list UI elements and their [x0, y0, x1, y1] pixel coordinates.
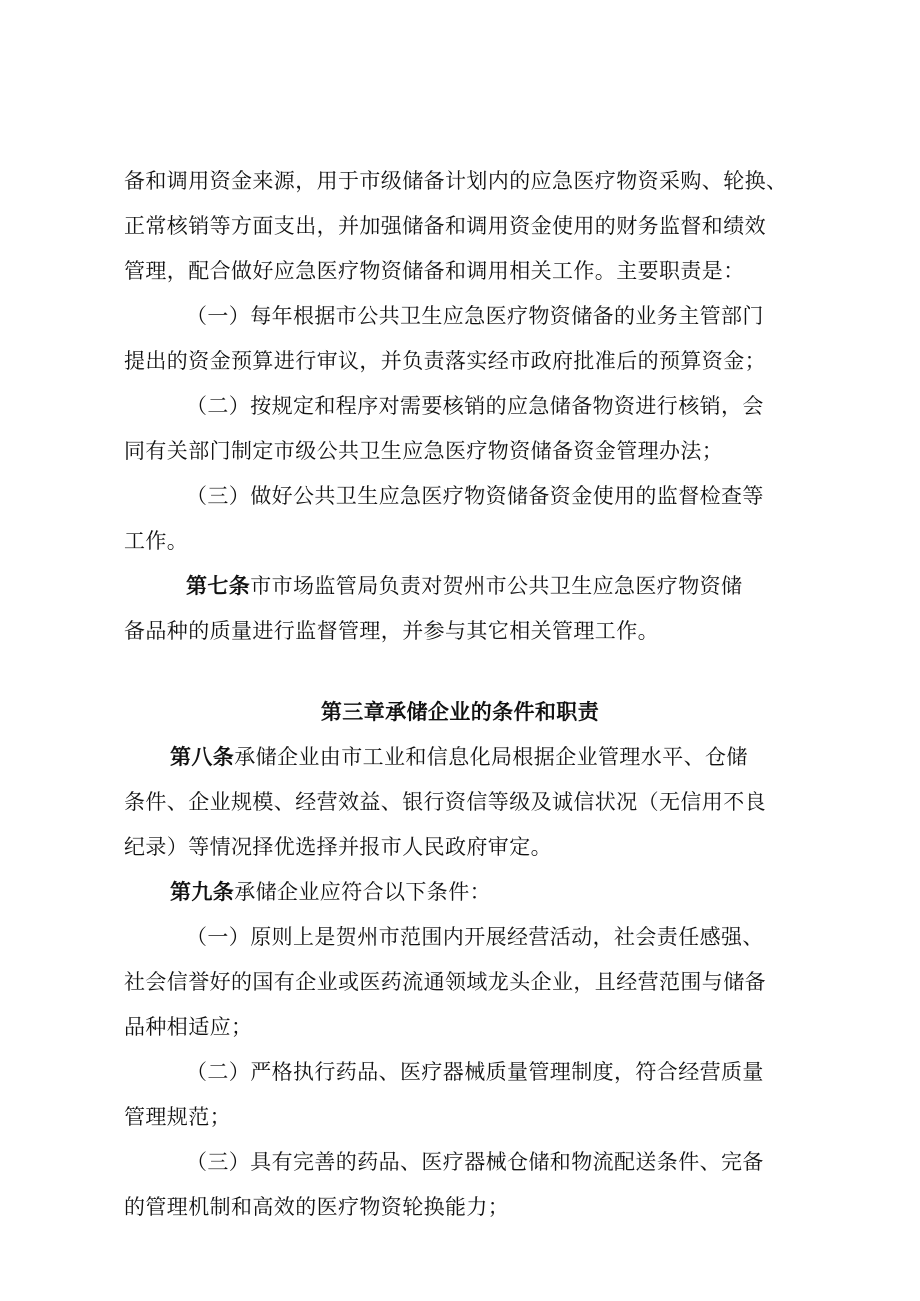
article-8-line-2: 条件、企业规模、经营效益、银行资信等级及诚信状况（无信用不良: [124, 790, 766, 814]
paragraph-line: 管理，配合做好应急医疗物资储备和调用相关工作。主要职责是：: [124, 259, 745, 283]
article-9-item-line: 的管理机制和高效的医疗物资轮换能力；: [124, 1195, 510, 1219]
article-9-text: 承储企业应符合以下条件：: [234, 880, 492, 904]
paragraph-line: （一）每年根据市公共卫生应急医疗物资储备的业务主管部门: [186, 304, 764, 328]
article-9-item-line: （三）具有完善的药品、医疗器械仓储和物流配送条件、完备: [186, 1150, 764, 1174]
paragraph-line: （三）做好公共卫生应急医疗物资储备资金使用的监督检查等: [186, 484, 764, 508]
article-8-line-3: 纪录）等情况择优选择并报市人民政府审定。: [124, 835, 552, 859]
article-9-item-line: 社会信誉好的国有企业或医药流通领域龙头企业，且经营范围与储备: [124, 970, 766, 994]
article-9-label: 第九条: [170, 879, 235, 904]
article-9-item-line: 品种相适应；: [124, 1015, 253, 1039]
paragraph-line: 正常核销等方面支出，并加强储备和调用资金使用的财务监督和绩效: [124, 214, 766, 238]
article-8-line-1: [170, 743, 860, 771]
article-9-item-line: 管理规范；: [124, 1105, 231, 1129]
chapter-title: 第三章承储企业的条件和职责: [320, 699, 600, 724]
article-7-text: 市市场监管局负责对贺州市公共卫生应急医疗物资储: [250, 574, 743, 598]
paragraph-line: 提出的资金预算进行审议，并负责落实经市政府批准后的预算资金；: [124, 349, 766, 373]
paragraph-line: 备和调用资金来源，用于市级储备计划内的应急医疗物资采购、轮换、: [124, 169, 788, 193]
paragraph-line: 工作。: [124, 529, 189, 553]
paragraph-line: 同有关部门制定市级公共卫生应急医疗物资储备资金管理办法；: [124, 439, 724, 463]
article-7-label: 第七条: [186, 573, 251, 598]
article-9-line: [170, 878, 860, 906]
article-8-label: 第八条: [170, 744, 235, 769]
article-8-text: 承储企业由市工业和信息化局根据企业管理水平、仓储: [234, 745, 748, 769]
article-9-item-line: （二）严格执行药品、医疗器械质量管理制度，符合经营质量: [186, 1060, 764, 1084]
paragraph-line: （二）按规定和程序对需要核销的应急储备物资进行核销，会: [186, 394, 764, 418]
article-9-item-line: （一）原则上是贺州市范围内开展经营活动，社会责任感强、: [186, 925, 764, 949]
article-7-line-2: 备品种的质量进行监督管理，并参与其它相关管理工作。: [124, 619, 659, 643]
article-7-line-1: [186, 572, 876, 600]
